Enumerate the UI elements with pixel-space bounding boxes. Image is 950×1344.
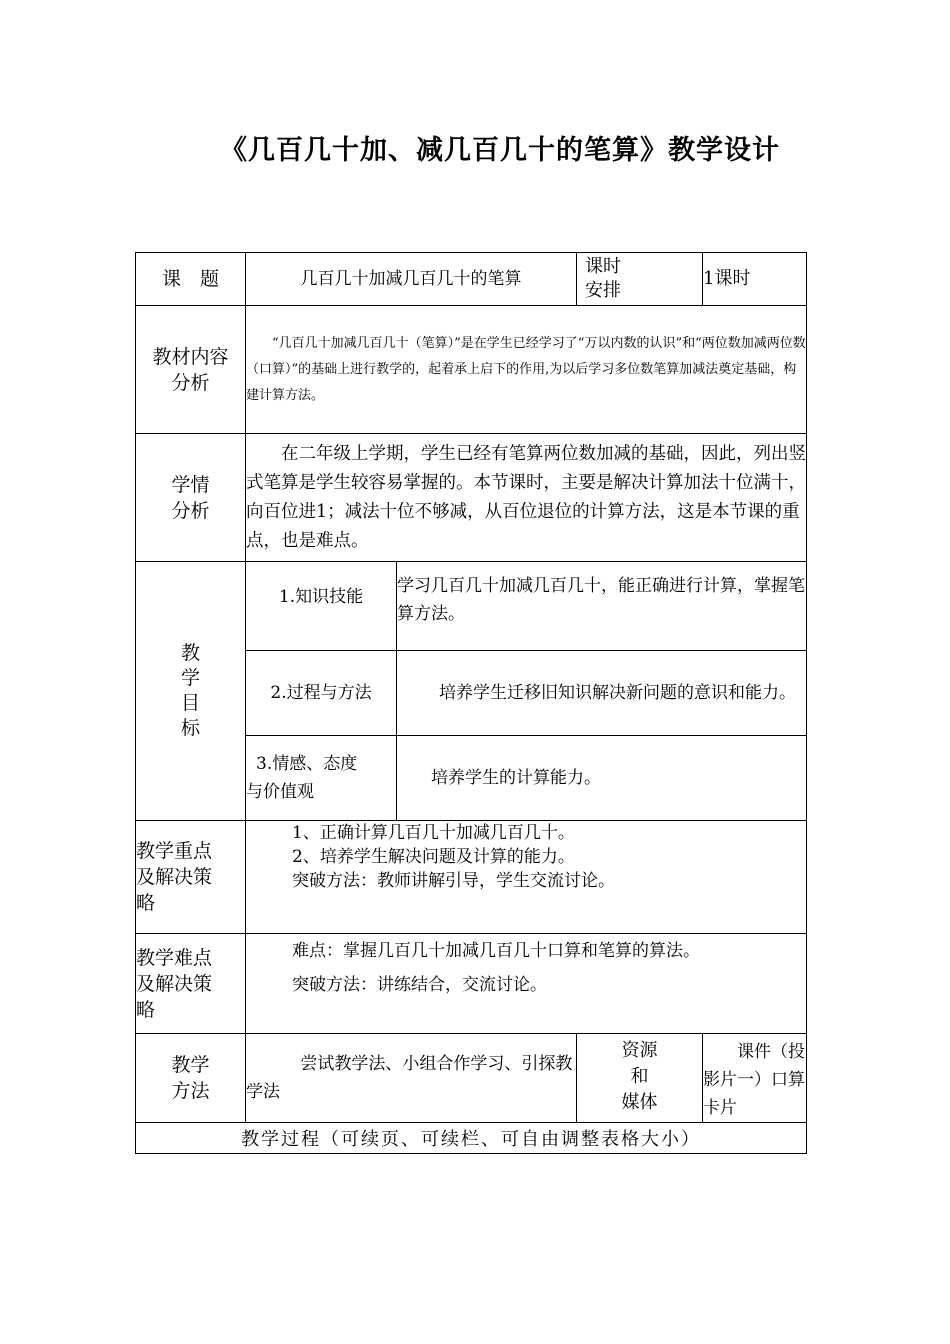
keypoint-label [136, 821, 246, 934]
goal-3-text: 培养学生的计算能力。 [397, 736, 807, 821]
goals-label-char1: 教 [180, 642, 200, 664]
topic-row [136, 253, 807, 306]
goal-1-name: 1.知识技能 [246, 562, 397, 651]
document-title: 《几百几十加、减几百几十的笔算》教学设计 [220, 135, 780, 166]
lesson-plan-table [135, 252, 807, 1154]
learner-label-line2: 分析 [171, 499, 210, 522]
difficulty-line-2: 突破方法：讲练结合，交流讨论。 [292, 975, 547, 995]
material-text: “几百几十加减几百几十（笔算）”是在学生已经学习了“万以内数的认识”和“两位数加减两位数（口算）”的基础上进行教学的，起着承上启下的作用,为以后学习多位数笔算加减法奠定基础，构建计算方法。 [246, 306, 807, 434]
schedule-label [577, 253, 703, 306]
learner-text: 在二年级上学期，学生已经有笔算两位数加减的基础，因此，列出竖式笔算是学生较容易掌握的。本节课时，主要是解决计算加法十位满十，向百位进1；减法十位不够减，从百位退位的计算方法，这是本节课的重点，也是难点。 [246, 434, 807, 562]
schedule-label-line1: 课时 [585, 256, 621, 277]
resource-label-line3: 媒体 [621, 1092, 658, 1113]
keypoint-label-line2: 及解决策 [136, 866, 213, 888]
schedule-label-line2: 安排 [585, 280, 621, 301]
learner-row [136, 434, 807, 562]
material-label-line2: 分析 [171, 371, 210, 394]
goal-3-name [246, 736, 397, 821]
keypoint-label-line3: 略 [136, 892, 156, 914]
goal-row-1 [136, 562, 807, 651]
difficulty-label-line3: 略 [136, 998, 156, 1021]
goal-2-text: 培养学生迁移旧知识解决新问题的意识和能力。 [397, 651, 807, 736]
method-row [136, 1034, 807, 1123]
learner-label [136, 434, 246, 562]
difficulty-label-line1: 教学难点 [136, 946, 213, 969]
learner-label-line1: 学情 [171, 473, 210, 496]
goal-3-name-line1: 3.情感、态度 [256, 754, 358, 774]
keypoint-content [246, 821, 807, 934]
process-row [136, 1123, 807, 1154]
goals-label-char3: 目 [180, 692, 200, 714]
resource-label [577, 1034, 703, 1123]
resource-label-line2: 和 [630, 1066, 649, 1087]
difficulty-row [136, 934, 807, 1034]
goals-label-char2: 学 [180, 667, 200, 689]
difficulty-line-1: 难点：掌握几百几十加减几百几十口算和笔算的算法。 [292, 941, 700, 961]
method-label-line1: 教学 [171, 1054, 210, 1076]
topic-value: 几百几十加减几百几十的笔算 [246, 253, 577, 306]
material-row [136, 306, 807, 434]
goal-2-name: 2.过程与方法 [246, 651, 397, 736]
goal-1-text: 学习几百几十加减几百几十，能正确进行计算，掌握笔算方法。 [397, 562, 807, 651]
material-label-line1: 教材内容 [152, 345, 229, 368]
goals-label-char4: 标 [180, 717, 200, 739]
topic-label: 课 题 [136, 253, 246, 306]
keypoint-line-3: 突破方法：教师讲解引导，学生交流讨论。 [292, 871, 615, 891]
method-text: 尝试教学法、小组合作学习、引探教学法 [246, 1034, 577, 1123]
goal-3-name-line2: 与价值观 [246, 782, 314, 802]
difficulty-label-line2: 及解决策 [136, 972, 213, 995]
keypoint-label-line1: 教学重点 [136, 840, 213, 862]
difficulty-content [246, 934, 807, 1034]
method-label-line2: 方法 [171, 1080, 210, 1102]
method-label [136, 1034, 246, 1123]
keypoint-line-1: 1、正确计算几百几十加减几百几十。 [292, 823, 575, 843]
resource-label-line1: 资源 [621, 1040, 658, 1061]
keypoint-row [136, 821, 807, 934]
difficulty-label [136, 934, 246, 1034]
schedule-value: 1课时 [703, 253, 807, 306]
resource-text: 课件（投影片一）口算卡片 [703, 1034, 807, 1123]
process-heading: 教学过程（可续页、可续栏、可自由调整表格大小） [136, 1123, 807, 1154]
goals-label [136, 562, 246, 821]
keypoint-line-2: 2、培养学生解决问题及计算的能力。 [292, 847, 575, 867]
material-label [136, 306, 246, 434]
